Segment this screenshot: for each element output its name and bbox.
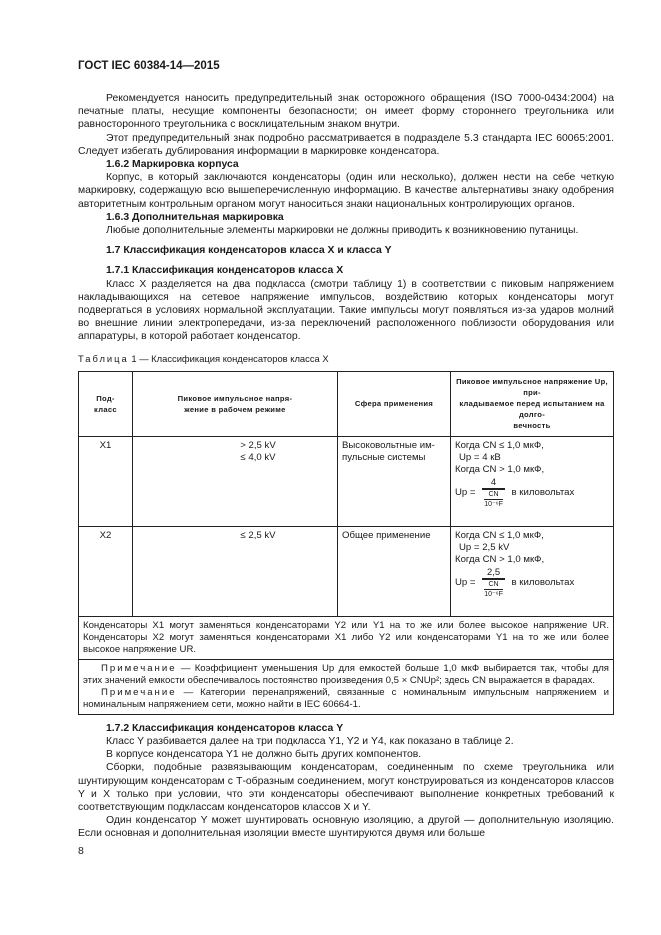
formula-unit: в киловольтах <box>511 576 575 588</box>
table-note-row <box>79 659 614 714</box>
note-text: — Категории перенапряжений, связанные с номинальным импульсным напряжением и номинальным напряжением сети, можно найти в IEC 60664-1. <box>83 686 610 710</box>
formula-numerator: 2,5 <box>482 566 505 579</box>
footnotes <box>79 659 614 714</box>
paragraph: Один конденсатор Y может шунтировать основную изоляцию, а другой — дополнительную изоляцию. Если основная и дополнительная изоляции вместе шунтируются двумя или больше <box>78 815 614 840</box>
test-voltage-cell <box>451 436 614 526</box>
table-row <box>79 436 614 526</box>
table-header-cell: Сфера применения <box>338 371 451 436</box>
table-caption-text: 1 — Классификация конденсаторов класса X <box>131 352 329 364</box>
condition-line: Up = 4 кВ <box>459 451 501 463</box>
voltage-cell: > 2,5 kV ≤ 4,0 kV <box>133 436 338 526</box>
formula-denominator <box>482 579 505 599</box>
subclass-cell: X1 <box>79 436 133 526</box>
den-top: CN <box>488 490 499 498</box>
formula-fraction <box>482 566 505 599</box>
den-bottom: 10⁻⁶F <box>484 590 503 598</box>
table-header-cell: Под- класс <box>79 371 133 436</box>
section-title-1-7: 1.7 Классификация конденсаторов класса X и класса Y <box>106 245 392 257</box>
table-note-row <box>79 616 614 659</box>
table-header-cell: Пиковое импульсное напря- жение в рабочем режиме <box>133 371 338 436</box>
section-title-1-7-2: 1.7.2 Классификация конденсаторов класса Y <box>106 722 344 734</box>
formula-denominator <box>482 489 505 509</box>
test-voltage-cell <box>451 526 614 616</box>
application-cell: Общее применение <box>338 526 451 616</box>
formula <box>455 476 609 509</box>
formula-fraction <box>482 476 505 509</box>
voltage-cell: ≤ 2,5 kV <box>133 526 338 616</box>
condition-line: Up = 2,5 kV <box>459 541 510 553</box>
formula-lhs: Up = <box>455 576 476 588</box>
formula-unit: в киловольтах <box>511 486 575 498</box>
table-caption <box>78 352 614 365</box>
application-cell: Высоковольтные им- пульсные системы <box>338 436 451 526</box>
page-number: 8 <box>78 845 84 857</box>
classification-table <box>78 371 614 715</box>
condition-line: Когда CN ≤ 1,0 мкФ, <box>455 529 544 541</box>
formula-numerator: 4 <box>482 476 505 489</box>
document-header: ГОСТ IEC 60384-14—2015 <box>78 60 220 72</box>
formula <box>455 566 609 599</box>
paragraph: Класс Y разбивается далее на три подкласса Y1, Y2 и Y4, как показано в таблице 2. <box>106 736 514 748</box>
document-body <box>78 92 614 841</box>
section-title-1-6-3: 1.6.3 Дополнительная маркировка <box>106 211 284 223</box>
table-caption-word: Таблица <box>78 352 129 364</box>
condition-line: Когда CN > 1,0 мкФ, <box>455 463 545 475</box>
section-title-1-6-2: 1.6.2 Маркировка корпуса <box>106 159 239 171</box>
note-1 <box>83 663 609 687</box>
sqrt-icon <box>482 489 505 509</box>
note-2 <box>83 687 609 711</box>
paragraph: Класс X разделяется на два подкласса (смотри таблицу 1) в соответствии с пиковым напряжением накладывающихся на сетевое напряжение импульсов, воздействию которых конденсаторы могут подвергаться в условиях нормальной эксплуатации. Такие импульсы могут появляться из-за ударов молний во внешние линии электропередачи, из-за переключений расположенного поблизости оборудования или аппаратуры, в которой работает конденсатор. <box>78 278 614 343</box>
formula-lhs: Up = <box>455 486 476 498</box>
paragraph: Этот предупредительный знак подробно рассматривается в подразделе 5.3 стандарта IEC 60065:2001. Следует избегать дублирования информации в маркировке конденсатора. <box>78 132 614 157</box>
note-label: Примечание <box>101 662 177 674</box>
replacement-note: Конденсаторы X1 могут заменяться конденсаторами Y2 или Y1 на то же или более высокое напряжение UR. Конденсаторы X2 могут заменяться конденсаторами X1 либо Y2 или конденсаторами Y1 на то же или более высокое напряжение UR. <box>79 616 614 659</box>
paragraph: В корпусе конденсатора Y1 не должно быть других компонентов. <box>106 749 422 761</box>
subclass-cell: X2 <box>79 526 133 616</box>
note-text: — Коэффициент уменьшения Up для емкостей больше 1,0 мкФ выбирается так, чтобы для этих значений емкости обеспечивалось постоянство произведения 0,5 × CNUp²; здесь CN выражается в фарадах. <box>83 662 609 686</box>
condition-line: Когда CN ≤ 1,0 мкФ, <box>455 439 544 451</box>
sqrt-icon <box>482 579 505 599</box>
table-row <box>79 526 614 616</box>
den-top: CN <box>488 580 499 588</box>
condition-line: Когда CN > 1,0 мкФ, <box>455 553 545 565</box>
paragraph: Корпус, в который заключаются конденсаторы (один или несколько), должен нести на себе четкую маркировку, содержащую всю вышеперечисленную информацию. В качестве альтернативы знаку одобрения авторитетным контрольным органом могут наноситься знаки национальных контролирующих органов. <box>78 172 614 210</box>
section-title-1-7-1: 1.7.1 Классификация конденсаторов класса X <box>106 265 344 277</box>
paragraph: Сборки, подобные развязывающим конденсаторам, соединенным по схеме треугольника или шунтирующим конденсаторам с Т-образным соединением, могут конструироваться из конденсаторов классов Y и X только при условии, что эти конденсаторы обеспечивают выполнение конкретных требований к соответствующим подклассам конденсаторов классов X и Y. <box>78 762 614 814</box>
den-bottom: 10⁻⁶F <box>484 500 503 508</box>
table-header-cell: Пиковое импульсное напряжение Up, при- кладываемое перед испытанием на долго- вечность <box>451 371 614 436</box>
paragraph: Любые дополнительные элементы маркировки не должны приводить к возникновению путаницы. <box>106 225 579 237</box>
note-label: Примечание <box>101 686 177 698</box>
paragraph: Рекомендуется наносить предупредительный знак осторожного обращения (ISO 7000-0434:2004) на печатные платы, несущие компоненты безопасности; он имеет форму стороннего треугольника или равносторонного треугольника с восклицательным знаком внутри. <box>78 93 614 131</box>
